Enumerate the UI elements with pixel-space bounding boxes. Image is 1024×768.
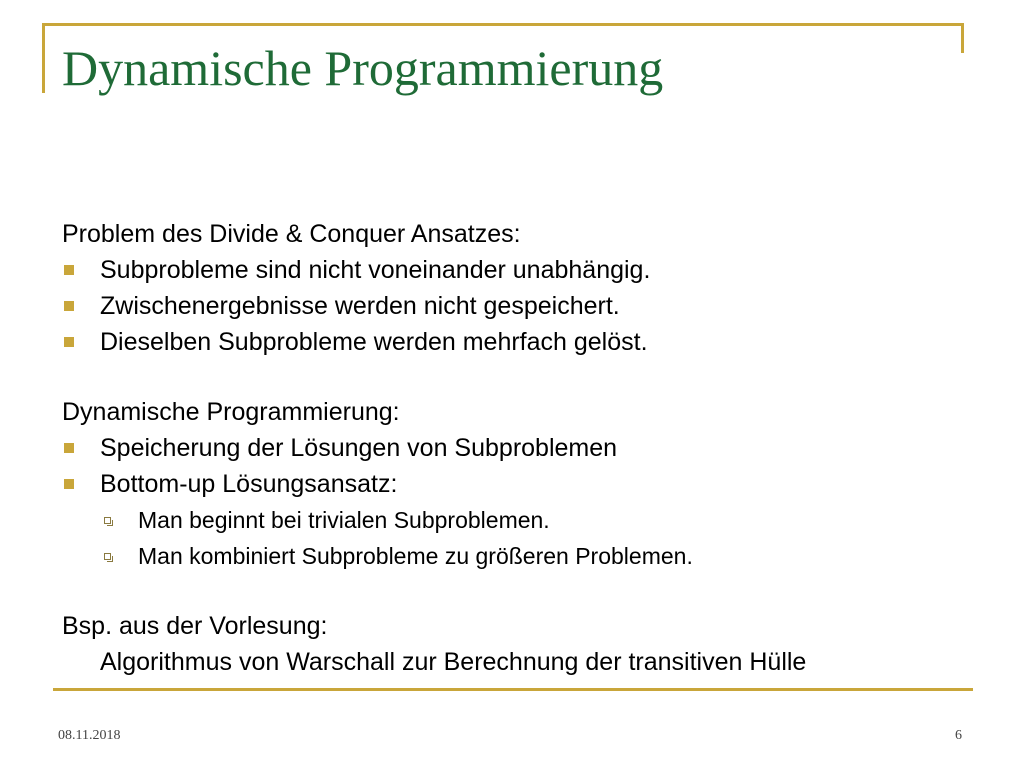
section-heading-dp: Dynamische Programmierung: — [62, 398, 400, 426]
section-heading-problem: Problem des Divide & Conquer Ansatzes: — [62, 220, 521, 248]
slide-content — [62, 216, 982, 680]
bullet-text: Speicherung der Lösungen von Subproblemen — [100, 434, 618, 462]
page-number: 6 — [955, 728, 962, 743]
sub-bullet-item — [62, 502, 982, 538]
sub-bullet-text: Man beginnt bei trivialen Subproblemen. — [138, 507, 550, 533]
bullet-item — [62, 324, 982, 360]
slide-title: Dynamische Programmierung — [62, 40, 664, 96]
bullet-text: Subprobleme sind nicht voneinander unabhängig. — [100, 256, 651, 284]
square-bullet-icon — [64, 301, 74, 311]
frame-line-top — [42, 23, 964, 26]
bullet-text: Bottom-up Lösungsansatz: — [100, 470, 398, 498]
bullet-item — [62, 288, 982, 324]
example-text: Algorithmus von Warschall zur Berechnung der transitiven Hülle — [100, 648, 807, 676]
square-bullet-icon — [64, 479, 74, 489]
bullet-item — [62, 252, 982, 288]
sub-bullet-item — [62, 538, 982, 574]
sub-bullet-text: Man kombiniert Subprobleme zu größeren Problemen. — [138, 543, 693, 569]
frame-line-right — [961, 23, 964, 53]
square-bullet-icon — [64, 443, 74, 453]
section-heading-example: Bsp. aus der Vorlesung: — [62, 612, 328, 640]
bullet-item — [62, 466, 982, 502]
square-bullet-icon — [64, 337, 74, 347]
frame-line-left — [42, 23, 45, 93]
square-bullet-icon — [64, 265, 74, 275]
hollow-square-bullet-icon — [104, 553, 111, 560]
bullet-item — [62, 430, 982, 466]
footer-date: 08.11.2018 — [58, 728, 121, 743]
bullet-text: Dieselben Subprobleme werden mehrfach gelöst. — [100, 328, 648, 356]
hollow-square-bullet-icon — [104, 517, 111, 524]
frame-line-bottom — [53, 688, 973, 691]
bullet-text: Zwischenergebnisse werden nicht gespeichert. — [100, 292, 620, 320]
